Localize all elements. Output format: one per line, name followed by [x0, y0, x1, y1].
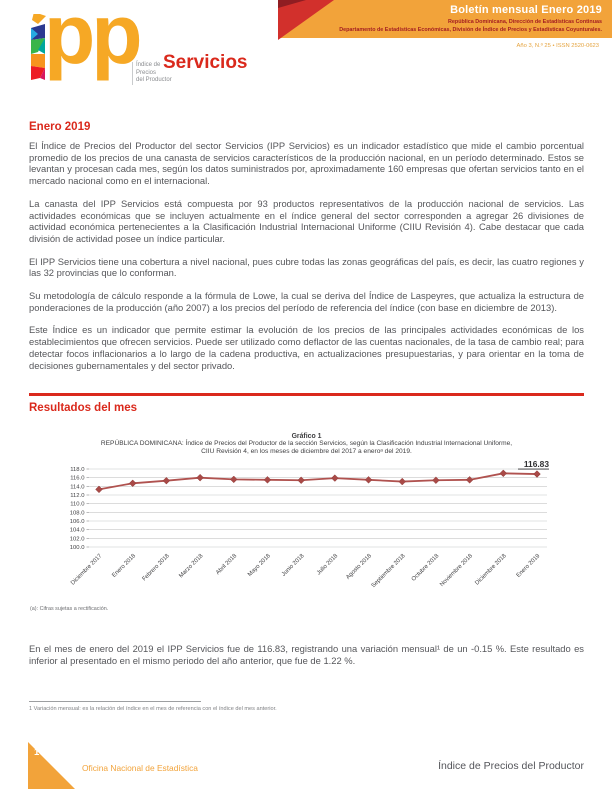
svg-text:Diciembre 2017: Diciembre 2017	[69, 553, 103, 587]
banner-title: Boletín mensual Enero 2019	[450, 4, 602, 16]
footnote-text: 1 Variación mensual: es la relación del índice en el mes de referencia con el índice del mes anterior.	[29, 705, 277, 712]
section-heading-resultados: Resultados del mes	[29, 402, 138, 414]
header-banner	[278, 0, 612, 38]
svg-text:Marzo 2018: Marzo 2018	[177, 553, 204, 580]
page-number: 1	[34, 747, 40, 758]
footnote-rule	[29, 701, 201, 702]
svg-text:Enero 2019: Enero 2019	[515, 553, 541, 580]
section-heading-enero-2019: Enero 2019	[29, 121, 91, 133]
intro-paragraph: La canasta del IPP Servicios está compuesta por 93 productos representativos de la producción nacional de servicios. Las actividades económicas que se incluyen actualmente en el índice general del sector corresponden a agregar 26 divisiones de actividad económica pertenecientes a la Clasificación Industrial Internacional Uniforme (CIIU Revisión 4). Cabe destacar que cada división de actividad posee un índice particular.	[29, 197, 584, 244]
ipp-logo	[28, 0, 258, 92]
ipp-line-chart	[47, 459, 567, 605]
svg-text:Diciembre 2018: Diciembre 2018	[473, 553, 508, 587]
svg-text:100.0: 100.0	[69, 545, 84, 552]
logo-subtext-line: Precios	[136, 69, 157, 76]
svg-text:116.83: 116.83	[523, 459, 549, 470]
svg-text:Noviembre 2018: Noviembre 2018	[438, 553, 474, 589]
issn-line: Año 3, N.º 25 • ISSN 2520-0623	[516, 43, 599, 49]
banner-subtitle-1: República Dominicana, Dirección de Estadísticas Continuas	[448, 19, 602, 25]
svg-text:Abril 2018: Abril 2018	[214, 553, 238, 577]
section-divider	[29, 393, 584, 396]
svg-text:110.0: 110.0	[69, 502, 84, 509]
svg-text:Julio 2018: Julio 2018	[315, 553, 339, 577]
svg-text:Septiembre 2018: Septiembre 2018	[370, 553, 407, 590]
results-paragraph-wrap	[29, 643, 584, 677]
footer-org-name: Oficina Nacional de Estadística	[82, 763, 198, 773]
intro-paragraph: El Índice de Precios del Productor del sector Servicios (IPP Servicios) es un indicador estadístico que mide el cambio porcentual promedio de los precios de una canasta de servicios característicos de la producción nacional, en un período determinado. Estos se levantan y procesan cada mes, según los datos suministrados por, aproximadamente 160 empresas que ofertan servicios tanto en el mercado nacional como en el internacional.	[29, 140, 584, 187]
svg-text:106.0: 106.0	[69, 519, 84, 526]
intro-paragraph: Este Índice es un indicador que permite estimar la evolución de los precios de las principales actividades económicas de los establecimientos que ofrecen servicios. Puede ser utilizado como deflactor de las cuentas nacionales, de la tasa de cambio real; para detectar focos inflacionarios a lo largo de la cadena productiva, en actualizaciones presupuestarias, y para orientar en la toma de decisiones gubernamentales y del sector privado.	[29, 324, 584, 371]
svg-text:Enero 2018: Enero 2018	[110, 553, 137, 580]
intro-paragraph: Su metodología de cálculo responde a la fórmula de Lowe, la cual se deriva del Índice de Laspeyres, que actualiza la estructura de ponderaciones de la producción (año 2007) a los precios del período de referencia del índice (con base en diciembre de 2013).	[29, 290, 584, 313]
results-section	[29, 402, 584, 421]
svg-text:116.0: 116.0	[69, 476, 84, 483]
page-footnote	[29, 701, 584, 712]
chart-label: Gráfico 1	[291, 433, 322, 440]
intro-paragraph: El IPP Servicios tiene una cobertura a nivel nacional, pues cubre todas las zonas geográficas del país, es decir, las cuatro regiones y las 32 provincias que lo conforman.	[29, 255, 584, 279]
svg-text:114.0: 114.0	[69, 484, 84, 491]
banner-subtitle-2: Departamento de Estadísticas Económicas, División de Índice de Precios y Estadísticas Coyunturales.	[339, 26, 602, 33]
chart-footnote: (a): Cifras sujetas a rectificación.	[30, 606, 109, 612]
svg-text:104.0: 104.0	[69, 528, 84, 535]
svg-text:Octubre 2018: Octubre 2018	[410, 553, 440, 584]
chart-block	[29, 433, 584, 610]
logo-letters: pp	[44, 0, 139, 81]
svg-text:108.0: 108.0	[69, 510, 84, 517]
banner-corner-icon	[278, 0, 336, 40]
footer-doc-name: Índice de Precios del Productor	[438, 760, 584, 772]
results-paragraph: En el mes de enero del 2019 el IPP Servicios fue de 116.83, registrando una variación mensual¹ de un -0.15 %. Este resultado es inferior al presentado en el mismo periodo del año anterior, que fue de 1.22 %.	[29, 643, 584, 666]
svg-text:Junio 2018: Junio 2018	[280, 553, 306, 579]
svg-text:Agosto 2018: Agosto 2018	[344, 553, 373, 582]
chart-title-line1: REPÚBLICA DOMINICANA: Índice de Precios del Productor de la sección Servicios, según la Clasificación Industrial Internacional Uniforme,	[100, 440, 513, 447]
svg-text:118.0: 118.0	[69, 467, 84, 474]
chart-title-line2: CIIU Revisión 4, en los meses de diciembre del 2017 a eneroᵃ del 2019.	[201, 448, 412, 456]
svg-text:Mayo 2018: Mayo 2018	[246, 553, 272, 579]
product-title: Servicios	[163, 52, 248, 73]
svg-text:Febrero 2018: Febrero 2018	[141, 553, 171, 583]
intro-section	[29, 121, 584, 382]
svg-text:112.0: 112.0	[69, 493, 84, 500]
logo-subtext-line: Índice de	[136, 62, 161, 68]
logo-subtext-line: del Productor	[136, 77, 172, 83]
svg-text:102.0: 102.0	[69, 536, 84, 543]
